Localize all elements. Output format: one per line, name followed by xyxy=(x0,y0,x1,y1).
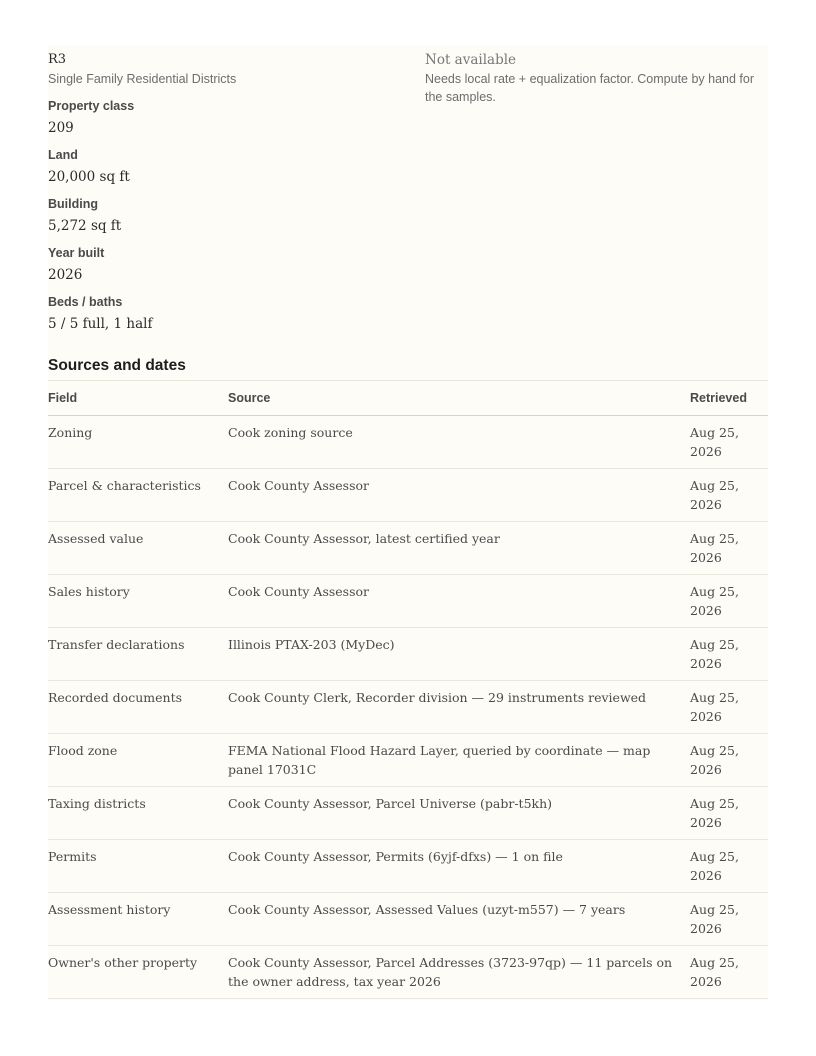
row-retrieved: Aug 25, 2026 xyxy=(690,893,768,946)
row-field: Assessment history xyxy=(48,893,228,946)
zoning-description: Single Family Residential Districts xyxy=(48,72,237,86)
row-source: Cook County Assessor xyxy=(228,469,690,522)
row-retrieved: Aug 25, 2026 xyxy=(690,469,768,522)
table-row xyxy=(48,628,768,681)
column-header-source: Source xyxy=(228,381,690,416)
row-retrieved: Aug 25, 2026 xyxy=(690,522,768,575)
field-value: 5 / 5 full, 1 half xyxy=(48,316,153,332)
row-retrieved: Aug 25, 2026 xyxy=(690,840,768,893)
row-field: Transfer declarations xyxy=(48,628,228,681)
row-field: Sales history xyxy=(48,575,228,628)
row-source: Cook County Clerk, Recorder division — 29 instruments reviewed xyxy=(228,681,690,734)
row-field: Recorded documents xyxy=(48,681,228,734)
field-year-built xyxy=(48,245,408,284)
table-row xyxy=(48,840,768,893)
row-source: Cook County Assessor xyxy=(228,575,690,628)
row-retrieved: Aug 25, 2026 xyxy=(690,681,768,734)
sources-heading: Sources and dates xyxy=(48,357,186,374)
table-row xyxy=(48,893,768,946)
row-source: Cook County Assessor, Permits (6yjf-dfxs) — 1 on file xyxy=(228,840,690,893)
table-row xyxy=(48,734,768,787)
tax-estimate xyxy=(425,52,770,106)
row-field: Permits xyxy=(48,840,228,893)
row-retrieved: Aug 25, 2026 xyxy=(690,787,768,840)
row-source: Cook zoning source xyxy=(228,416,690,469)
row-field: Zoning xyxy=(48,416,228,469)
table-row xyxy=(48,575,768,628)
field-beds-baths xyxy=(48,294,408,333)
field-label: Property class xyxy=(48,99,135,113)
table-row xyxy=(48,681,768,734)
row-source: Illinois PTAX-203 (MyDec) xyxy=(228,628,690,681)
row-retrieved: Aug 25, 2026 xyxy=(690,946,768,999)
row-field: Owner's other property xyxy=(48,946,228,999)
property-details xyxy=(48,52,408,333)
row-retrieved: Aug 25, 2026 xyxy=(690,575,768,628)
row-field: Parcel & characteristics xyxy=(48,469,228,522)
row-retrieved: Aug 25, 2026 xyxy=(690,734,768,787)
zoning-code: R3 xyxy=(48,52,67,67)
field-value: 209 xyxy=(48,120,74,136)
field-value: 5,272 sq ft xyxy=(48,218,122,234)
field-value: 20,000 sq ft xyxy=(48,169,130,185)
table-row xyxy=(48,787,768,840)
row-retrieved: Aug 25, 2026 xyxy=(690,416,768,469)
column-header-field: Field xyxy=(48,381,228,416)
field-label: Beds / baths xyxy=(48,295,123,309)
field-label: Building xyxy=(48,197,98,211)
field-label: Land xyxy=(48,148,78,162)
row-retrieved: Aug 25, 2026 xyxy=(690,628,768,681)
row-source: Cook County Assessor, Parcel Addresses (3723-97qp) — 11 parcels on the owner address, tax year 2026 xyxy=(228,946,690,999)
table-header-row xyxy=(48,381,768,416)
field-property-class xyxy=(48,98,408,137)
tax-estimate-note: Needs local rate + equalization factor. Compute by hand for the samples. xyxy=(425,72,755,104)
row-source: FEMA National Flood Hazard Layer, queried by coordinate — map panel 17031C xyxy=(228,734,690,787)
property-summary xyxy=(48,46,768,356)
row-source: Cook County Assessor, Assessed Values (uzyt-m557) — 7 years xyxy=(228,893,690,946)
row-source: Cook County Assessor, latest certified year xyxy=(228,522,690,575)
table-row xyxy=(48,522,768,575)
field-value: 2026 xyxy=(48,267,83,283)
row-field: Flood zone xyxy=(48,734,228,787)
sources-table-body xyxy=(48,416,768,999)
field-land xyxy=(48,147,408,186)
table-row xyxy=(48,946,768,999)
column-header-retrieved: Retrieved xyxy=(690,381,768,416)
field-label: Year built xyxy=(48,246,105,260)
row-field: Taxing districts xyxy=(48,787,228,840)
sources-table xyxy=(48,380,768,999)
row-source: Cook County Assessor, Parcel Universe (pabr-t5kh) xyxy=(228,787,690,840)
tax-estimate-value: Not available xyxy=(425,52,517,68)
row-field: Assessed value xyxy=(48,522,228,575)
table-row xyxy=(48,469,768,522)
report-page xyxy=(48,46,768,1000)
field-building xyxy=(48,196,408,235)
table-row xyxy=(48,416,768,469)
